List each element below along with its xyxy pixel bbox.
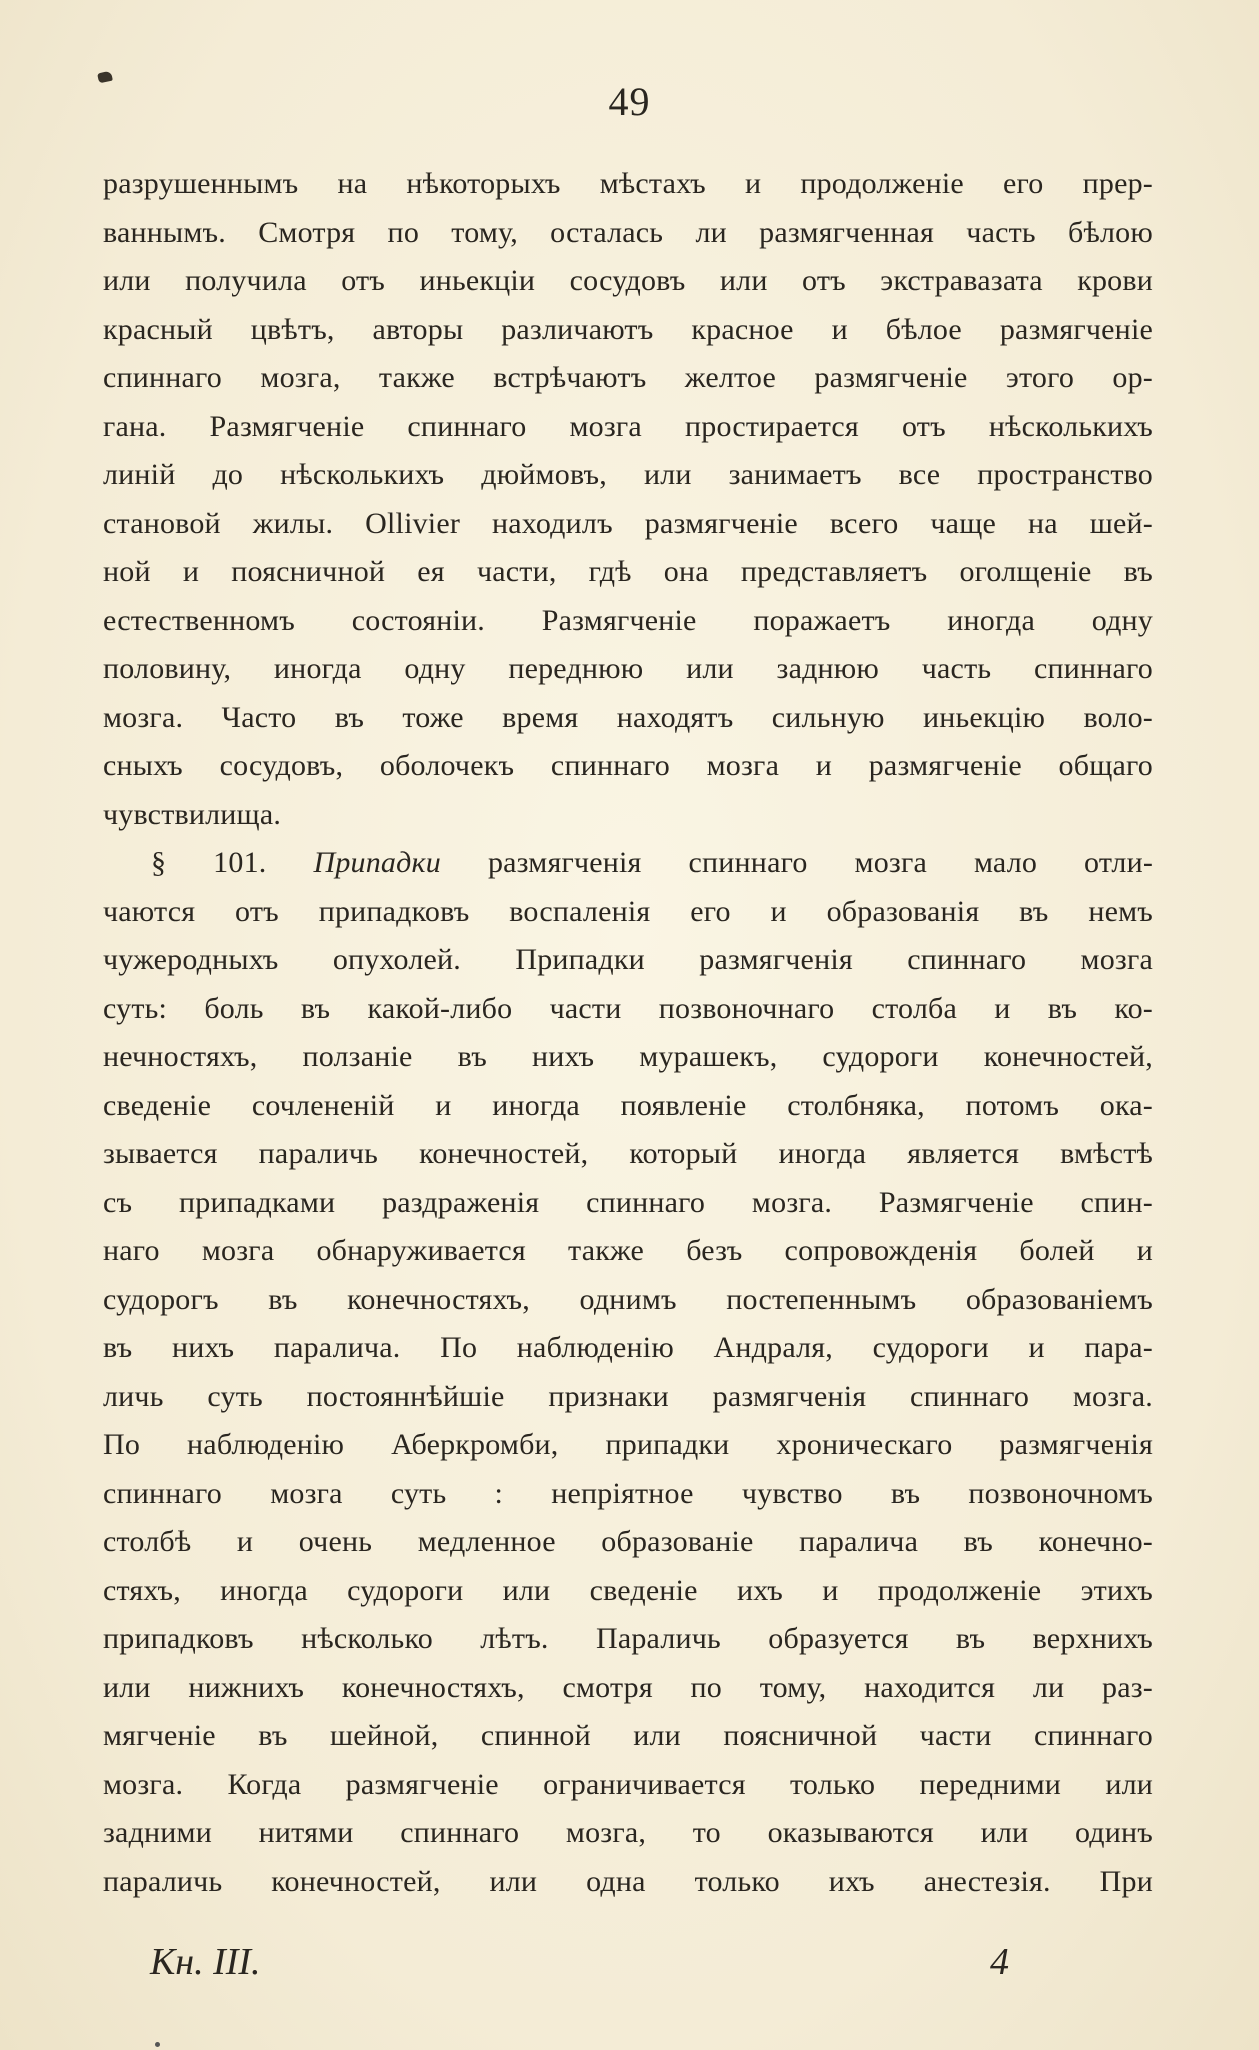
text-line: разрушеннымъ на нѣкоторыхъ мѣстахъ и продолженіе его прер- [103, 167, 1153, 200]
page-number: 49 [608, 79, 651, 124]
text-line: чувствилища. [103, 797, 282, 831]
text-line: спиннаго мозга, также встрѣчаютъ желтое размягченіе этого ор- [103, 361, 1153, 394]
text-fragment: размягченія спиннаго мозга мало отли- [487, 846, 1154, 879]
text-line: задними нитями спиннаго мозга, то оказываются или одинъ [103, 1816, 1153, 1849]
text-line: спиннаго мозга суть : непріятное чувство въ позвоночномъ [103, 1476, 1153, 1510]
text-line: наго мозга обнаруживается также безъ сопровожденія болей и [103, 1234, 1153, 1267]
text-line: столбѣ и очень медленное образованіе паралича въ конечно- [103, 1525, 1153, 1558]
section-title: Припадки [313, 846, 441, 879]
text-line: съ припадками раздраженія спиннаго мозга. Размягченіе спин- [103, 1185, 1153, 1219]
section-number: § 101. [151, 846, 267, 879]
text-line: или нижнихъ конечностяхъ, смотря по тому, находится ли раз- [103, 1670, 1153, 1704]
text-line: ной и поясничной ея части, гдѣ она представляетъ оголщеніе въ [103, 555, 1153, 588]
text-line: припадковъ нѣсколько лѣтъ. Параличь образуется въ верхнихъ [103, 1622, 1153, 1655]
text-line: зывается параличь конечностей, который иногда является вмѣстѣ [103, 1137, 1153, 1170]
text-line: въ нихъ паралича. По наблюденію Андраля, судороги и пара- [103, 1331, 1153, 1364]
text-line: По наблюденію Аберкромби, припадки хроническаго размягченія [103, 1428, 1153, 1461]
text-line: красный цвѣтъ, авторы различаютъ красное и бѣлое размягченіе [103, 312, 1153, 346]
sheet-number: 4 [990, 1941, 1009, 1983]
text-line: мягченіе въ шейной, спинной или поясничной части спиннаго [103, 1719, 1153, 1752]
text-line: суть: боль въ какой-либо части позвоночнаго столба и въ ко- [103, 991, 1153, 1025]
signature-mark: Кн. III. [150, 1941, 261, 1983]
text-line: чаются отъ припадковъ воспаленія его и образованія въ немъ [103, 894, 1153, 928]
text-line: стяхъ, иногда судороги или сведеніе ихъ и продолженіе этихъ [103, 1573, 1153, 1607]
text-line: личь суть постояннѣйшіе признаки размягченія спиннаго мозга. [103, 1379, 1153, 1413]
text-line: ваннымъ. Смотря по тому, осталась ли размягченная часть бѣлою [103, 215, 1153, 249]
text-line: гана. Размягченіе спиннаго мозга простирается отъ нѣсколькихъ [103, 409, 1153, 443]
text-line: сныхъ сосудовъ, оболочекъ спиннаго мозга и размягченіе общаго [103, 749, 1153, 782]
ink-dot [155, 2042, 160, 2047]
text-line: параличь конечностей, или одна только ихъ анестезія. При [103, 1864, 1153, 1898]
text-line: чужеродныхъ опухолей. Припадки размягченія спиннаго мозга [103, 943, 1153, 976]
text-line: линій до нѣсколькихъ дюймовъ, или занимаетъ все пространство [103, 458, 1153, 491]
text-line: сведеніе сочлененій и иногда появленіе столбняка, потомъ ока- [103, 1088, 1153, 1122]
text-line: мозга. Часто въ тоже время находятъ сильную иньекцію воло- [103, 700, 1153, 734]
text-line: половину, иногда одну переднюю или заднюю часть спиннаго [103, 652, 1153, 685]
text-line: мозга. Когда размягченіе ограничивается только передними или [103, 1767, 1153, 1801]
text-line: или получила отъ иньекціи сосудовъ или отъ экстравазата крови [103, 264, 1153, 297]
body-text [103, 160, 1153, 1906]
section-heading-line [103, 839, 1153, 888]
text-line: нечностяхъ, ползаніе въ нихъ мурашекъ, судороги конечностей, [103, 1040, 1153, 1073]
text-line: судорогъ въ конечностяхъ, однимъ постепеннымъ образованіемъ [103, 1282, 1153, 1316]
text-line: естественномъ состояніи. Размягченіе поражаетъ иногда одну [103, 603, 1153, 637]
text-line: становой жилы. Ollivier находилъ размягченіе всего чаще на шей- [103, 506, 1153, 540]
